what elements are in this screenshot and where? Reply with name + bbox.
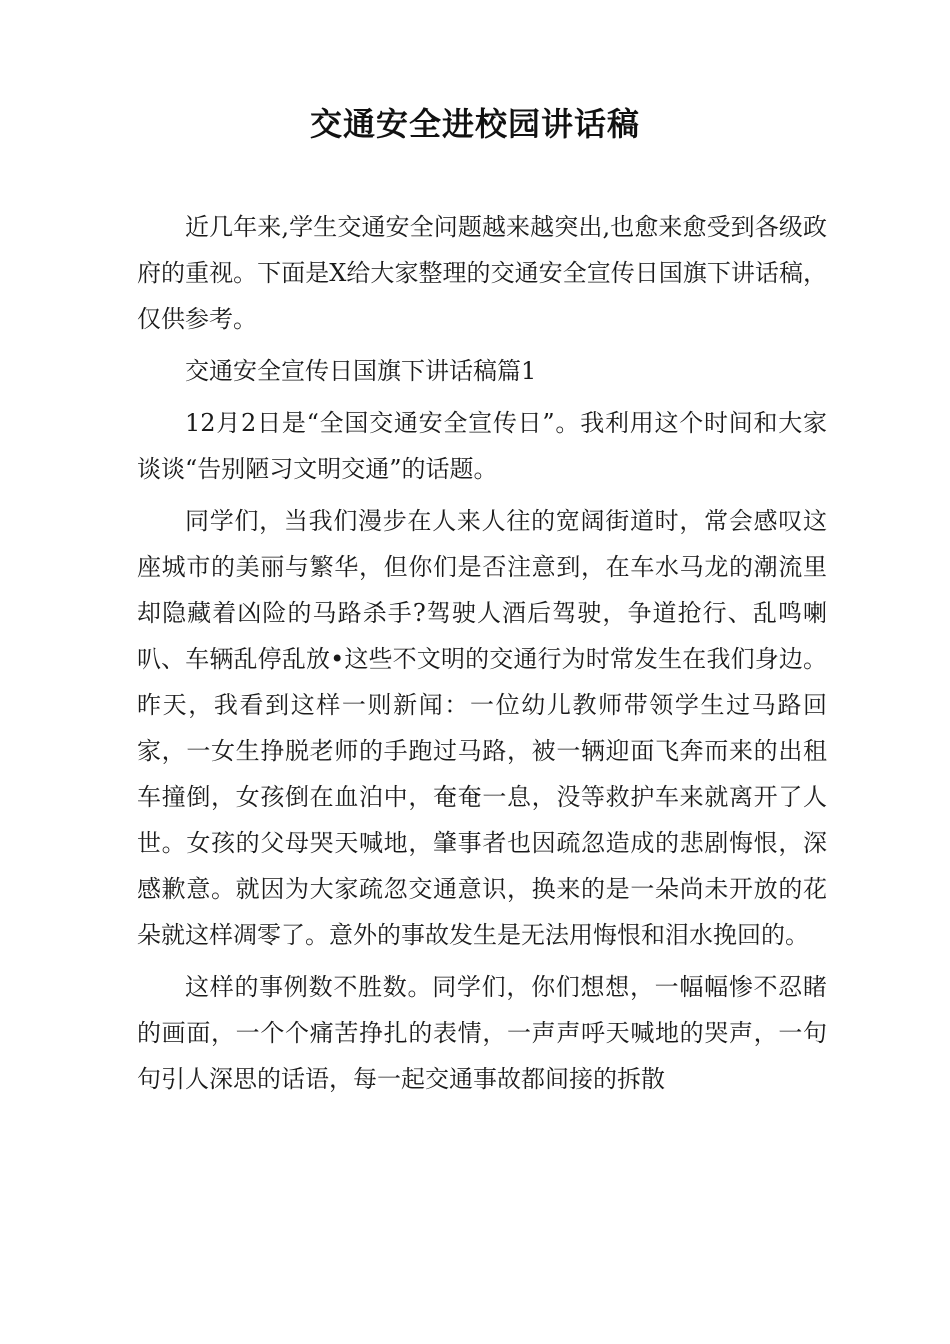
paragraph: 12月2日是“全国交通安全宣传日”。我利用这个时间和大家谈谈“告别陋习文明交通”的话题。 <box>137 409 827 483</box>
paragraph: 这样的事例数不胜数。同学们，你们想想，一幅幅惨不忍睹的画面，一个个痛苦挣扎的表情，一声声呼天喊地的哭声，一句句引人深思的话语，每一起交通事故都间接的拆散 <box>137 973 827 1093</box>
document-title: 交通安全进校园讲话稿 <box>309 105 640 143</box>
section-heading: 交通安全宣传日国旗下讲话稿篇1 <box>185 357 537 385</box>
paragraph-intro: 近几年来,学生交通安全问题越来越突出,也愈来愈受到各级政府的重视。下面是X给大家整理的交通安全宣传日国旗下讲话稿，仅供参考。 <box>137 213 827 333</box>
paragraph: 同学们，当我们漫步在人来人往的宽阔街道时，常会感叹这座城市的美丽与繁华，但你们是否注意到，在车水马龙的潮流里却隐藏着凶险的马路杀手?驾驶人酒后驾驶，争道抢行、乱鸣喇叭、车辆乱停乱放•这些不文明的交通行为时常发生在我们身边。昨天，我看到这样一则新闻：一位幼儿教师带领学生过马路回家，一女生挣脱老师的手跑过马路，被一辆迎面飞奔而来的出租车撞倒，女孩倒在血泊中，奄奄一息，没等救护车来就离开了人世。女孩的父母哭天喊地，肇事者也因疏忽造成的悲剧悔恨，深感歉意。就因为大家疏忽交通意识，换来的是一朵尚未开放的花朵就这样凋零了。意外的事故发生是无法用悔恨和泪水挽回的。 <box>137 507 827 949</box>
document-body <box>137 204 827 1108</box>
